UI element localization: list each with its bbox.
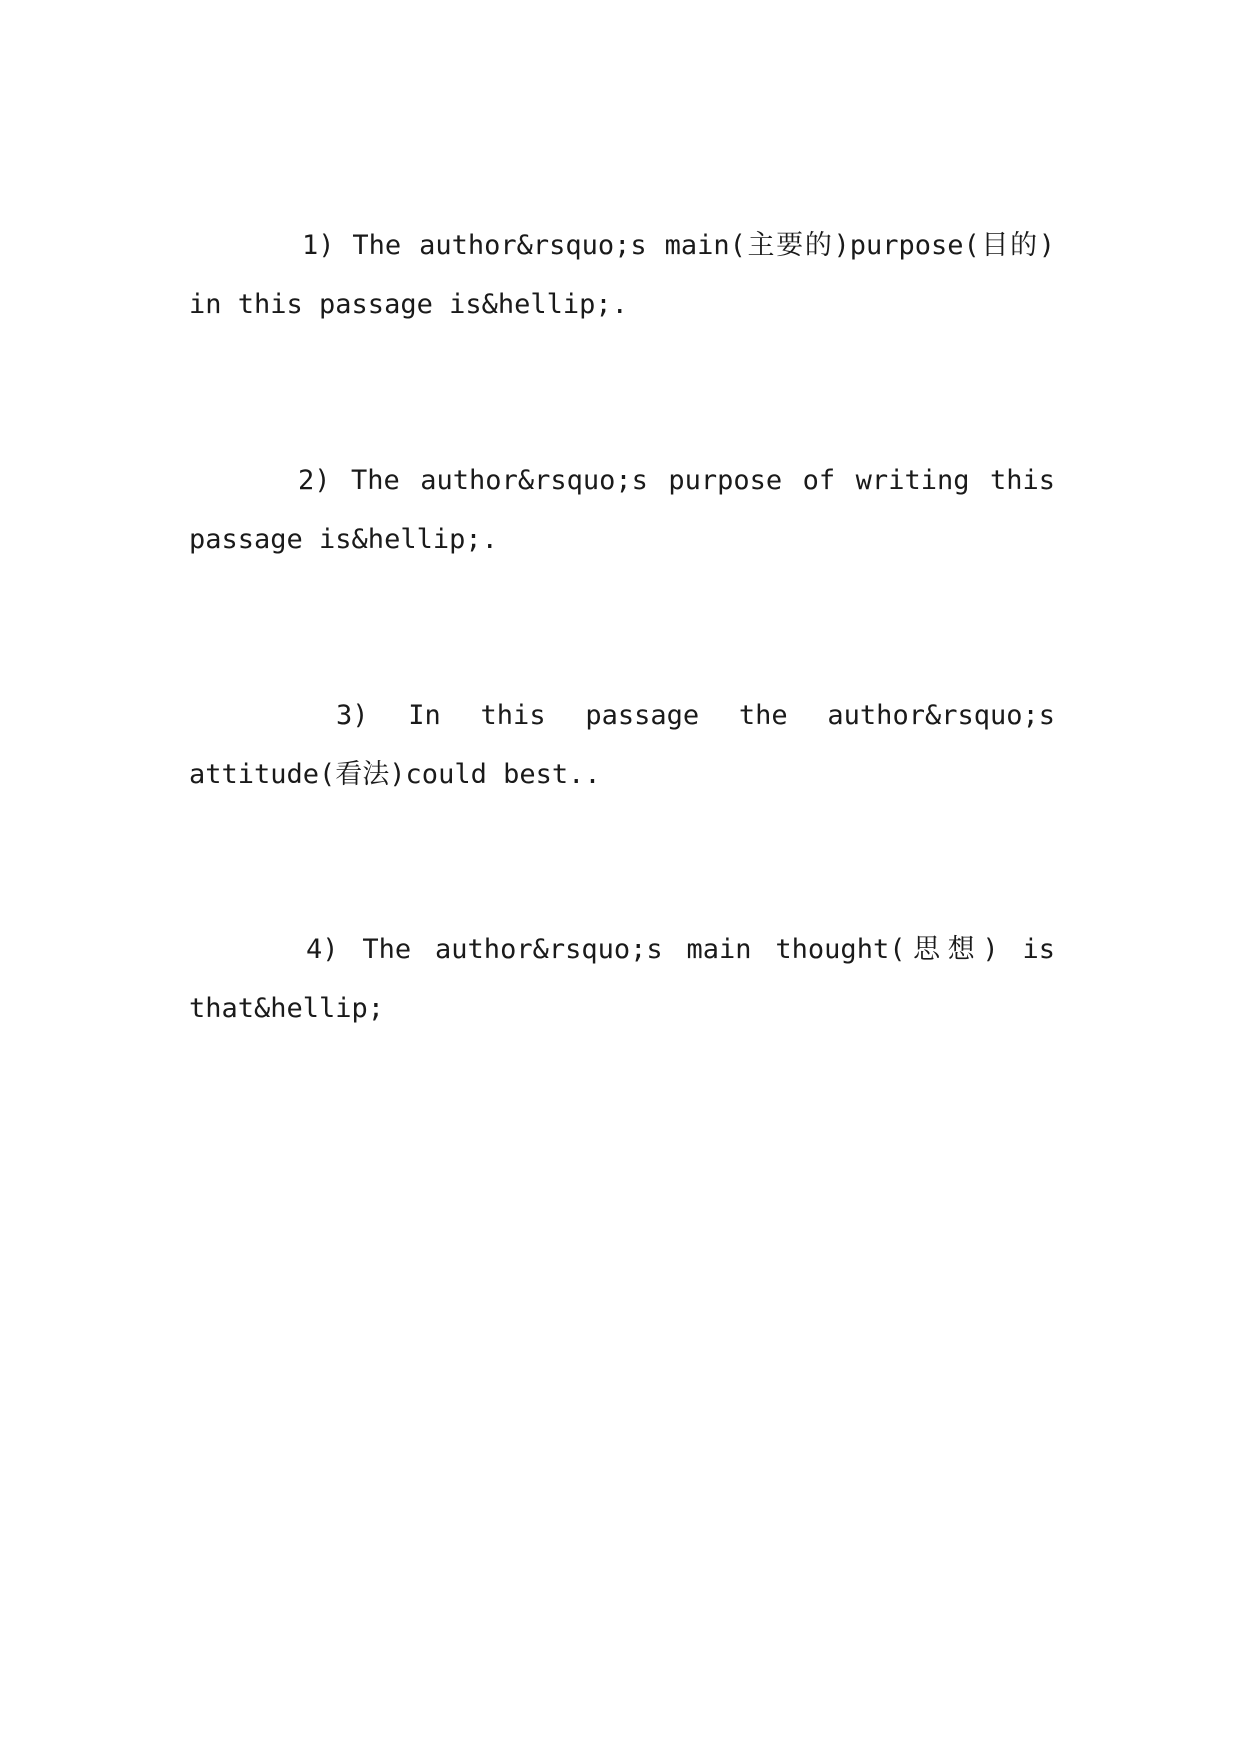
question-2-text: 2) The author&rsquo;s purpose of writing this passage is&hellip;. [189, 465, 1055, 555]
question-3-paragraph [189, 686, 1055, 804]
question-4-text: 4) The author&rsquo;s main thought(思想) is that&hellip; [189, 934, 1055, 1024]
question-2-paragraph [189, 451, 1055, 569]
question-1-paragraph [189, 216, 1055, 334]
question-4-paragraph [189, 920, 1055, 1038]
question-1-text: 1) The author&rsquo;s main(主要的)purpose(目的) in this passage is&hellip;. [189, 230, 1055, 320]
question-3-text: 3) In this passage the author&rsquo;s attitude(看法)could best.. [189, 700, 1055, 790]
